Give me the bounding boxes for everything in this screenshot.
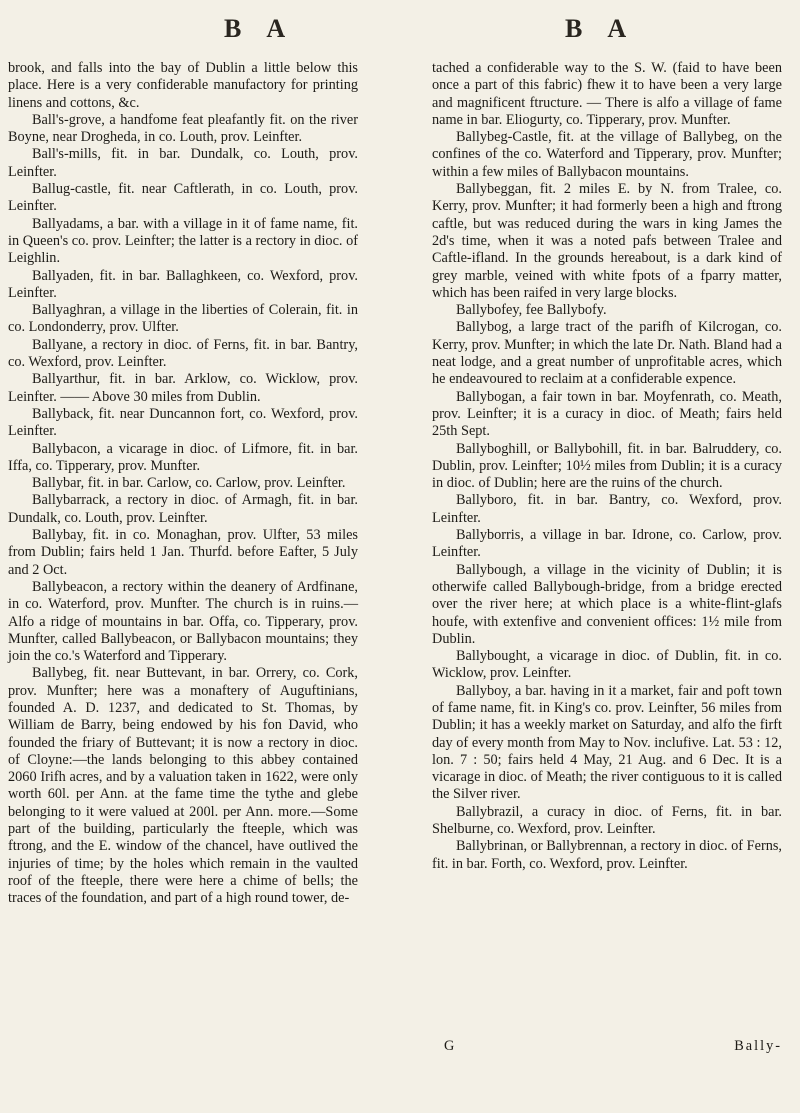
entry: Ballybought, a vicarage in dioc. of Dublin, fit. in co. Wicklow, prov. Leinfter. <box>432 648 782 682</box>
catchword: Bally- <box>734 1038 782 1054</box>
entry: Ballybeggan, fit. 2 miles E. by N. from Tralee, co. Kerry, prov. Munfter; it had formerly been a high and ftrong caftle, but was reduced during the wars in king James the 2d's time, when it was a noted pafs between Tralee and Caftle-ifland. In the grounds hereabout, is a dark kind of grey marble, veined with white fpots of a fparry matter, which has been raifed in very large blocks. <box>432 181 782 301</box>
entry: Ballybeg, fit. near Buttevant, in bar. Orrery, co. Cork, prov. Munfter; here was a monaftery of Auguftinians, founded A. D. 1237, and dedicated to St. Thomas, by William de Barry, being endowed by his fon David, who founded the friary of Buttevant; it is now a rectory in dioc. of Cloyne:—the lands belonging to this abbey contained 2060 Irifh acres, and by a valuation taken in 1622, were only worth 60l. per Ann. at the fame time the tythe and glebe belonging to it were valued at 200l. per Ann. more.—Some part of the building, particularly the fteeple, which was ftrong, and the E. window of the chancel, have outlived the injuries of time; by the holes which remain in the vaulted roof of the fteeple, there were here a chime of bells; the traces of the foundation, and part of a high round tower, de- <box>8 665 358 907</box>
left-column <box>8 60 358 908</box>
entry: Ballybrinan, or Ballybrennan, a rectory in dioc. of Ferns, fit. in bar. Forth, co. Wexford, prov. Leinfter. <box>432 838 782 872</box>
entry: Ballyboy, a bar. having in it a market, fair and poft town of fame name, fit. in King's co. prov. Leinfter, 56 miles from Dublin; it has a weekly market on Saturday, and alfo the firft day of every month from May to Nov. inclufive. Lat. 53 : 12, lon. 7 : 50; fairs held 4 May, 21 Aug. and 6 Dec. It is a vicarage in dioc. of Meath; the river contiguous to it is called the Silver river. <box>432 682 782 803</box>
entry: Ballyborris, a village in bar. Idrone, co. Carlow, prov. Leinfter. <box>432 527 782 561</box>
entry: Ballybeg-Castle, fit. at the village of Ballybeg, on the confines of the co. Waterford and Tipperary, prov. Munfter; within a few miles of Ballybacon mountains. <box>432 129 782 180</box>
running-header-left: B A <box>224 14 296 43</box>
signature-mark: G <box>444 1038 455 1054</box>
entry: Ball's-grove, a handfome feat pleafantly fit. on the river Boyne, near Drogheda, in co. Louth, prov. Leinfter. <box>8 111 358 146</box>
page-footer <box>432 1038 782 1058</box>
entry: Ballyaden, fit. in bar. Ballaghkeen, co. Wexford, prov. Leinfter. <box>8 267 358 301</box>
entry: Ballybog, a large tract of the parifh of Kilcrogan, co. Kerry, prov. Munfter; in which the late Dr. Nath. Bland had a neat lodge, and a great number of unprofitable acres, which he endeavoured to reclaim at a confiderable expence. <box>432 319 782 388</box>
entry: Ballybacon, a vicarage in dioc. of Lifmore, fit. in bar. Iffa, co. Tipperary, prov. Munfter. <box>8 440 358 474</box>
entry: Ballybogan, a fair town in bar. Moyfenrath, co. Meath, prov. Leinfter; it is a curacy in dioc. of Meath; fairs held 25th Sept. <box>432 388 782 440</box>
entry: Ballyaghran, a village in the liberties of Colerain, fit. in co. Londonderry, prov. Ulfter. <box>8 302 358 336</box>
entry: Ballybarrack, a rectory in dioc. of Armagh, fit. in bar. Dundalk, co. Louth, prov. Leinfter. <box>8 492 358 526</box>
entry: Ballybough, a village in the vicinity of Dublin; it is otherwife called Ballybough-bridge, from a bridge erected over the river here; at which place is a white-flint-glafs houfe, with extenfive and convenient offices: 1½ mile from Dublin. <box>432 561 782 647</box>
entry: Ballybrazil, a curacy in dioc. of Ferns, fit. in bar. Shelburne, co. Wexford, prov. Leinfter. <box>432 803 782 838</box>
entry: Ballybay, fit. in co. Monaghan, prov. Ulfter, 53 miles from Dublin; fairs held 1 Jan. Thurfd. before Eafter, 5 July and 2 Oct. <box>8 527 358 578</box>
entry: Ballyarthur, fit. in bar. Arklow, co. Wicklow, prov. Leinfter. —— Above 30 miles from Dublin. <box>8 371 358 405</box>
entry: Ball's-mills, fit. in bar. Dundalk, co. Louth, prov. Leinfter. <box>8 146 358 180</box>
entry: tached a confiderable way to the S. W. (faid to have been once a part of this fabric) fhew it to have been a very large and magnificent ftructure. — There is alfo a village of fame name in bar. Eliogurty, co. Tipperary, prov. Munfter. <box>432 60 782 128</box>
entry: Ballyback, fit. near Duncannon fort, co. Wexford, prov. Leinfter. <box>8 405 358 440</box>
entry: Ballyboro, fit. in bar. Bantry, co. Wexford, prov. Leinfter. <box>432 492 782 526</box>
running-header-right: B A <box>565 14 637 43</box>
running-headers <box>0 14 800 54</box>
entry: Ballybeacon, a rectory within the deanery of Ardfinane, in co. Waterford, prov. Munfter. The church is in ruins.— Alfo a ridge of mountains in bar. Offa, co. Tipperary, prov. Munfter, called Ballybeacon, or Ballybacon mountains; they join the co.'s Waterford and Tipperary. <box>8 578 358 665</box>
entry: Ballybar, fit. in bar. Carlow, co. Carlow, prov. Leinfter. <box>32 475 346 492</box>
entry: Ballyadams, a bar. with a village in it of fame name, fit. in Queen's co. prov. Leinfter; the latter is a rectory in dioc. of Leighlin. <box>8 215 358 267</box>
entry: Ballyane, a rectory in dioc. of Ferns, fit. in bar. Bantry, co. Wexford, prov. Leinfter. <box>8 336 358 371</box>
entry: Ballybofey, fee Ballybofy. <box>456 302 607 319</box>
entry: Ballug-castle, fit. near Caftlerath, in co. Louth, prov. Leinfter. <box>8 181 358 215</box>
entry: Ballyboghill, or Ballybohill, fit. in bar. Balruddery, co. Dublin, prov. Leinfter; 10½ miles from Dublin; it is a curacy in dioc. of Dublin; here are the ruins of the church. <box>432 440 782 492</box>
entry: brook, and falls into the bay of Dublin a little below this place. Here is a very confiderable manufactory for printing linens and cottons, &c. <box>8 60 358 111</box>
right-column <box>432 60 782 873</box>
